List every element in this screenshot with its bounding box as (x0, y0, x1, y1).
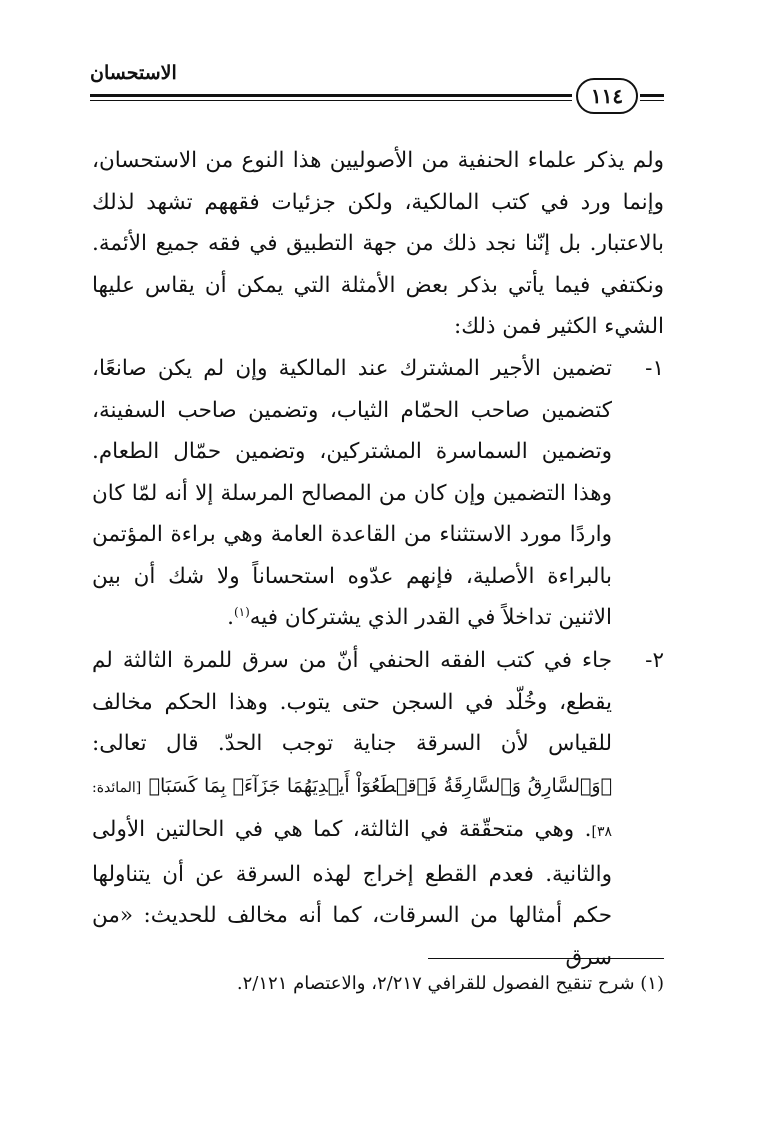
intro-paragraph: ولم يذكر علماء الحنفية من الأصوليين هذا النوع من الاستحسان، وإنما ورد في كتب المالكية، ولكن جزئيات فقههم تشهد لذلك بالاعتبار. بل إنّنا نجد ذلك من جهة التطبيق في فقه جميع الأئمة. ونكتفي فيما يأتي بذكر بعض الأمثلة التي يمكن أن يقاس عليها الشيء الكثير فمن ذلك: (92, 148, 664, 339)
header-rule (90, 94, 572, 97)
item-1-body: تضمين الأجير المشترك عند المالكية وإن لم يكن صانعًا، كتضمين صاحب الحمّام الثياب، وتضمين صاحب السفينة، وتضمين السماسرة المشتركين، وتضمين حمّال الطعام. وهذا التضمين وإن كان من المصالح المرسلة إلا أنه لمّا كان واردًا مورد الاستثناء من القاعدة العامة وهي براءة المؤتمن بالبراءة الأصلية، فإنهم عدّوه استحساناً ولا شك أن بين الاثنين تداخلاً في القدر الذي يشتركان فيه (92, 356, 612, 630)
list-item-text (92, 640, 612, 978)
item-2-body-before: جاء في كتب الفقه الحنفي أنّ من سرق للمرة الثالثة لم يقطع، وخُلّد في السجن حتى يتوب. وهذا الحكم مخالف للقياس لأن السرقة جناية توجب الحدّ. قال تعالى: (92, 648, 612, 756)
quran-reference: [المائدة: ٣٨] (92, 779, 612, 840)
item-2-body-after: . وهي متحقّقة في الثالثة، كما هي في الحالتين الأولى والثانية. فعدم القطع إخراج لهذه السرقة عن أن يتناولها حكم أمثالها من السرقات، كما أنه مخالف للحديث: «من سرق (92, 817, 612, 970)
footnote: (١) شرح تنقيح الفصول للقرافي ٢/٢١٧، والاعتصام ٢/١٢١. (236, 973, 664, 994)
footnote-marker[interactable]: (١) (233, 604, 250, 619)
running-header-title: الاستحسان (90, 62, 177, 84)
header-rule-right (640, 94, 664, 97)
header-rule-thin (90, 100, 572, 101)
quran-verse: ﴿وَٱلسَّارِقُ وَٱلسَّارِقَةُ فَٱقۡطَعُوٓاْ أَيۡدِيَهُمَا جَزَآءَۢ بِمَا كَسَبَا﴾ (148, 774, 612, 797)
footnote-separator (428, 958, 664, 959)
list-item-text (92, 348, 612, 639)
header-rule-right-thin (640, 100, 664, 101)
item-1-end: . (227, 605, 234, 630)
list-item (92, 640, 664, 978)
page-number-badge (576, 78, 638, 114)
list-item-number: ١- (645, 356, 664, 381)
page-number: ١١٤ (590, 84, 624, 108)
list-item-number: ٢- (645, 648, 664, 673)
list-item (92, 348, 664, 639)
